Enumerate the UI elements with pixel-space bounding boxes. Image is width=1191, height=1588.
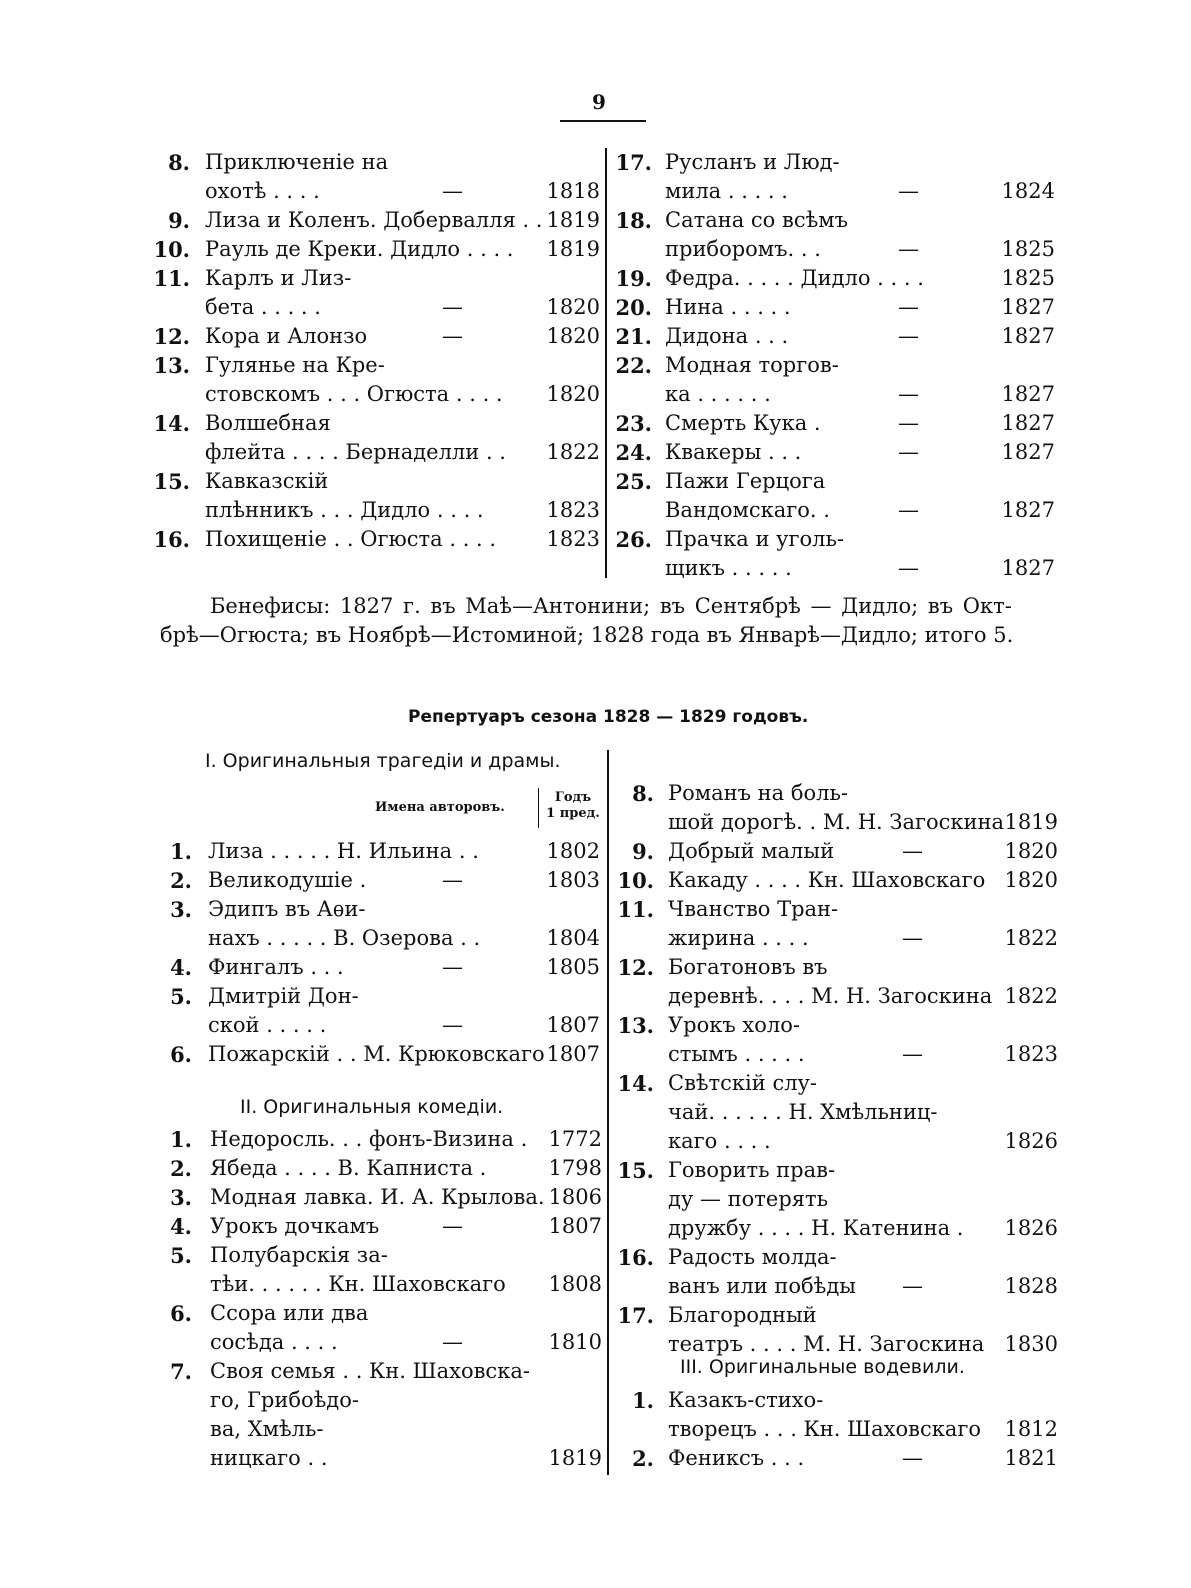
entry-number: 17.: [615, 150, 652, 175]
entry-number: 3.: [170, 1185, 192, 1210]
entry-number: 3.: [170, 897, 192, 922]
entry-number: 9.: [632, 839, 654, 864]
entry-title-line: плѣнникъ . . . Дидло . . . .: [205, 498, 484, 522]
entry-title-line: театръ . . . . М. Н. Загоскина: [668, 1332, 985, 1356]
entry-title-line: сосѣда . . . .: [210, 1330, 338, 1354]
bottom-column-divider: [607, 750, 609, 1475]
entry-title-line: Добрый малый: [668, 839, 835, 863]
entry-number: 5.: [170, 984, 192, 1009]
entry-title-line: Пажи Герцога: [665, 469, 826, 493]
entry-title-line: Лиза и Коленъ. Добервалля . .: [205, 208, 543, 232]
entry-author-dash: —: [902, 1274, 923, 1298]
entry-number: 22.: [615, 353, 652, 378]
entry-year: 1827: [1001, 411, 1055, 435]
entry-title-line: Рауль де Креки. Дидло . . . .: [205, 237, 514, 261]
entry-number: 1.: [170, 839, 192, 864]
entry-title-line: дружбу . . . . Н. Катенина .: [668, 1216, 964, 1240]
entry-title-line: Кора и Алонзо: [205, 324, 368, 348]
entry-title-line: нахъ . . . . . В. Озерова . .: [208, 926, 481, 950]
entry-year: 1820: [546, 295, 600, 319]
page-number-rule: [560, 120, 646, 122]
entry-number: 12.: [153, 324, 190, 349]
top-column-divider: [605, 148, 607, 578]
section-tragedies-heading: I. Оригинальныя трагедіи и драмы.: [205, 750, 561, 772]
entry-title-line: чай. . . . . . Н. Хмѣльниц-: [668, 1100, 938, 1124]
entry-number: 14.: [153, 411, 190, 436]
entry-title-line: Модная лавка. И. А. Крылова.: [210, 1185, 545, 1209]
entry-title-line: Говорить прав-: [668, 1158, 836, 1182]
entry-title-line: Приключеніе на: [205, 150, 389, 174]
entry-year: 1819: [546, 208, 600, 232]
entry-title-line: ванъ или побѣды: [668, 1274, 856, 1298]
entry-number: 10.: [617, 868, 654, 893]
entry-title-line: Фениксъ . . .: [668, 1446, 805, 1470]
entry-title-line: Похищеніе . . Огюста . . . .: [205, 527, 497, 551]
entry-year: 1819: [546, 237, 600, 261]
entry-author-dash: —: [442, 955, 463, 979]
entry-year: 1807: [546, 1042, 600, 1066]
entry-author-dash: —: [442, 1013, 463, 1037]
entry-year: 1772: [548, 1127, 602, 1151]
entry-title-line: Русланъ и Люд-: [665, 150, 840, 174]
entry-author-dash: —: [442, 1214, 463, 1238]
entry-title-line: деревнѣ. . . . М. Н. Загоскина: [668, 984, 993, 1008]
entry-year: 1810: [548, 1330, 602, 1354]
entry-title-line: тѣи. . . . . . Кн. Шаховскаго: [210, 1272, 506, 1296]
entry-number: 8.: [168, 150, 190, 175]
entry-title-line: Свѣтскій слу-: [668, 1071, 817, 1095]
entry-year: 1827: [1001, 440, 1055, 464]
entry-number: 11.: [153, 266, 190, 291]
entry-author-dash: —: [898, 556, 919, 580]
entry-year: 1828: [1004, 1274, 1058, 1298]
entry-number: 16.: [617, 1245, 654, 1270]
entry-title-line: ка . . . . . .: [665, 382, 771, 406]
entry-author-dash: —: [902, 1042, 923, 1066]
column-header-year-sub: 1 пред.: [546, 806, 600, 821]
entry-year: 1826: [1004, 1216, 1058, 1240]
entry-author-dash: —: [442, 1330, 463, 1354]
entry-title-line: Полубарскія за-: [210, 1243, 388, 1267]
entry-number: 23.: [615, 411, 652, 436]
entry-title-line: Дмитрій Дон-: [208, 984, 359, 1008]
entry-title-line: Волшебная: [205, 411, 331, 435]
entry-year: 1823: [546, 527, 600, 551]
entry-year: 1820: [546, 382, 600, 406]
entry-year: 1820: [546, 324, 600, 348]
column-header-authors: Имена авторовъ.: [375, 800, 505, 815]
entry-number: 14.: [617, 1071, 654, 1096]
entry-title-line: Ссора или два: [210, 1301, 369, 1325]
entry-number: 5.: [170, 1243, 192, 1268]
entry-title-line: Пожарскій . . М. Крюковскаго: [208, 1042, 545, 1066]
entry-title-line: творецъ . . . Кн. Шаховскаго: [668, 1417, 981, 1441]
entry-author-dash: —: [442, 324, 463, 348]
entry-year: 1808: [548, 1272, 602, 1296]
entry-number: 1.: [170, 1127, 192, 1152]
entry-number: 13.: [153, 353, 190, 378]
entry-year: 1819: [1004, 810, 1058, 834]
entry-number: 15.: [617, 1158, 654, 1183]
entry-year: 1803: [546, 868, 600, 892]
entry-title-line: Фингалъ . . .: [208, 955, 344, 979]
entry-author-dash: —: [442, 868, 463, 892]
entry-title-line: Урокъ дочкамъ: [210, 1214, 380, 1238]
entry-year: 1805: [546, 955, 600, 979]
entry-title-line: ду — потерять: [668, 1187, 829, 1211]
entry-author-dash: —: [898, 498, 919, 522]
entry-number: 6.: [170, 1301, 192, 1326]
entry-title-line: Лиза . . . . . Н. Ильина . .: [208, 839, 479, 863]
entry-title-line: ской . . . . .: [208, 1013, 327, 1037]
entry-author-dash: —: [902, 1446, 923, 1470]
entry-number: 2.: [170, 868, 192, 893]
entry-number: 8.: [632, 781, 654, 806]
entry-year: 1802: [546, 839, 600, 863]
entry-title-line: стымъ . . . . .: [668, 1042, 805, 1066]
entry-author-dash: —: [898, 382, 919, 406]
entry-year: 1827: [1001, 324, 1055, 348]
entry-title-line: Какаду . . . . Кн. Шаховскаго: [668, 868, 986, 892]
entry-title-line: бета . . . . .: [205, 295, 321, 319]
entry-title-line: го, Грибоѣдо-: [210, 1388, 359, 1412]
entry-year: 1827: [1001, 556, 1055, 580]
entry-title-line: Модная торгов-: [665, 353, 839, 377]
entry-title-line: Ябеда . . . . В. Капниста .: [210, 1156, 487, 1180]
entry-title-line: каго . . . .: [668, 1129, 771, 1153]
entry-number: 24.: [615, 440, 652, 465]
entry-title-line: Вандомскаго. .: [665, 498, 830, 522]
column-header-year: Годъ: [554, 790, 592, 805]
entry-title-line: Дидона . . .: [665, 324, 789, 348]
entry-title-line: стовскомъ . . . Огюста . . . .: [205, 382, 503, 406]
entry-year: 1804: [546, 926, 600, 950]
entry-year: 1822: [1004, 926, 1058, 950]
entry-title-line: Великодушіе .: [208, 868, 367, 892]
section-vaudevilles-heading: III. Оригинальные водевили.: [680, 1356, 965, 1378]
entry-title-line: жирина . . . .: [668, 926, 809, 950]
entry-year: 1807: [546, 1013, 600, 1037]
entry-number: 15.: [153, 469, 190, 494]
entry-author-dash: —: [442, 179, 463, 203]
entry-year: 1798: [548, 1156, 602, 1180]
entry-title-line: Нина . . . . .: [665, 295, 791, 319]
entry-number: 26.: [615, 527, 652, 552]
entry-year: 1827: [1001, 498, 1055, 522]
entry-number: 20.: [615, 295, 652, 320]
entry-title-line: Кавказскій: [205, 469, 329, 493]
entry-number: 17.: [617, 1303, 654, 1328]
entry-author-dash: —: [898, 440, 919, 464]
entry-year: 1823: [1004, 1042, 1058, 1066]
entry-author-dash: —: [898, 179, 919, 203]
benefits-line-1: Бенефисы: 1827 г. въ Маѣ—Антонини; въ Сентябрѣ — Дидло; въ Окт-: [210, 594, 1012, 618]
entry-number: 6.: [170, 1042, 192, 1067]
entry-year: 1807: [548, 1214, 602, 1238]
entry-title-line: флейта . . . . Бернаделли . .: [205, 440, 506, 464]
page-number: 9: [592, 90, 606, 114]
column-header-rule: [538, 788, 539, 828]
entry-title-line: Федра. . . . . Дидло . . . .: [665, 266, 924, 290]
entry-number: 25.: [615, 469, 652, 494]
entry-title-line: Эдипъ въ Аѳи-: [208, 897, 366, 921]
entry-title-line: ницкаго . .: [210, 1446, 328, 1470]
entry-number: 18.: [615, 208, 652, 233]
entry-year: 1827: [1001, 382, 1055, 406]
entry-year: 1824: [1001, 179, 1055, 203]
entry-title-line: приборомъ. . .: [665, 237, 821, 261]
entry-title-line: Прачка и уголь-: [665, 527, 845, 551]
entry-title-line: щикъ . . . . .: [665, 556, 792, 580]
entry-author-dash: —: [442, 295, 463, 319]
entry-title-line: шой дорогѣ. . М. Н. Загоскина: [668, 810, 1005, 834]
entry-number: 2.: [170, 1156, 192, 1181]
entry-number: 13.: [617, 1013, 654, 1038]
entry-number: 9.: [168, 208, 190, 233]
entry-number: 16.: [153, 527, 190, 552]
entry-title-line: Сатана со всѣмъ: [665, 208, 848, 232]
entry-author-dash: —: [898, 295, 919, 319]
entry-year: 1823: [546, 498, 600, 522]
repertoire-title: Репертуаръ сезона 1828 — 1829 годовъ.: [408, 707, 809, 727]
entry-number: 4.: [170, 1214, 192, 1239]
entry-number: 12.: [617, 955, 654, 980]
entry-year: 1812: [1004, 1417, 1058, 1441]
entry-title-line: Своя семья . . Кн. Шаховска-: [210, 1359, 530, 1383]
entry-title-line: Квакеры . . .: [665, 440, 802, 464]
entry-number: 2.: [632, 1446, 654, 1471]
entry-year: 1819: [548, 1446, 602, 1470]
entry-year: 1822: [1004, 984, 1058, 1008]
entry-title-line: Богатоновъ въ: [668, 955, 828, 979]
entry-year: 1822: [546, 440, 600, 464]
entry-author-dash: —: [898, 411, 919, 435]
entry-number: 11.: [617, 897, 654, 922]
entry-year: 1821: [1004, 1446, 1058, 1470]
entry-year: 1806: [548, 1185, 602, 1209]
entry-year: 1830: [1004, 1332, 1058, 1356]
entry-author-dash: —: [902, 926, 923, 950]
entry-number: 21.: [615, 324, 652, 349]
entry-number: 10.: [153, 237, 190, 262]
entry-author-dash: —: [898, 324, 919, 348]
entry-year: 1820: [1004, 839, 1058, 863]
entry-title-line: Гулянье на Кре-: [205, 353, 385, 377]
entry-year: 1818: [546, 179, 600, 203]
entry-title-line: Благородный: [668, 1303, 817, 1327]
entry-title-line: Карлъ и Лиз-: [205, 266, 352, 290]
entry-title-line: Чванство Тран-: [668, 897, 839, 921]
entry-title-line: Недоросль. . . фонъ-Визина .: [210, 1127, 528, 1151]
section-comedies-heading: II. Оригинальныя комедіи.: [240, 1096, 504, 1118]
entry-title-line: Радость молда-: [668, 1245, 837, 1269]
entry-title-line: Романъ на боль-: [668, 781, 849, 805]
entry-title-line: Смерть Кука .: [665, 411, 821, 435]
entry-author-dash: —: [898, 237, 919, 261]
entry-number: 4.: [170, 955, 192, 980]
entry-title-line: ва, Хмѣль-: [210, 1417, 324, 1441]
entry-title-line: Казакъ-стихо-: [668, 1388, 824, 1412]
entry-year: 1820: [1004, 868, 1058, 892]
entry-title-line: охотѣ . . . .: [205, 179, 320, 203]
entry-number: 19.: [615, 266, 652, 291]
entry-year: 1825: [1001, 266, 1055, 290]
entry-number: 1.: [632, 1388, 654, 1413]
entry-year: 1826: [1004, 1129, 1058, 1153]
entry-year: 1825: [1001, 237, 1055, 261]
entry-number: 7.: [170, 1359, 192, 1384]
benefits-line-2: брѣ—Огюста; въ Ноябрѣ—Истоминой; 1828 года въ Январѣ—Дидло; итого 5.: [160, 623, 1014, 647]
entry-year: 1827: [1001, 295, 1055, 319]
entry-title-line: Урокъ холо-: [668, 1013, 800, 1037]
entry-title-line: мила . . . . .: [665, 179, 788, 203]
entry-author-dash: —: [902, 839, 923, 863]
